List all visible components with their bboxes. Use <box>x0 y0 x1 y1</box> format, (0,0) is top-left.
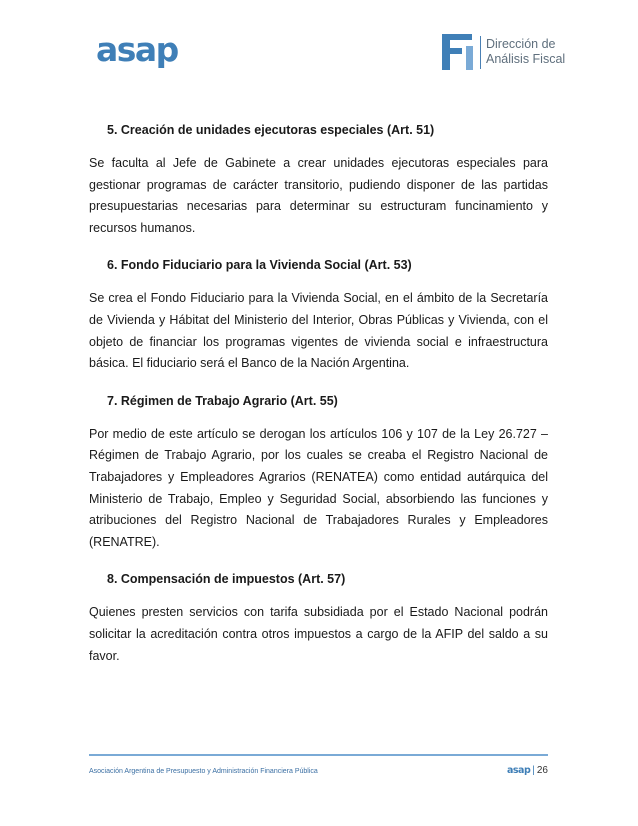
section-heading-8: 8. Compensación de impuestos (Art. 57) <box>107 572 346 587</box>
page-number: 26 <box>536 765 548 776</box>
footer-asap-logo: asap <box>506 765 531 776</box>
document-body <box>89 118 548 667</box>
footer-divider <box>89 754 548 756</box>
section-body-6: Se crea el Fondo Fiduciario para la Vivienda Social, en el ámbito de la Secretaría de Vivienda y Hábitat del Ministerio del Interior, Obras Públicas y Vivienda, con el objeto de financiar los programas vigentes de vivienda social e infraestructura básica. El fiduciario será el Banco de la Nación Argentina. <box>89 291 548 371</box>
logo-divider <box>480 36 481 69</box>
section-heading-6: 6. Fondo Fiduciario para la Vivienda Social (Art. 53) <box>107 258 412 273</box>
footer-organization: Asociación Argentina de Presupuesto y Administración Financiera Pública <box>89 768 318 775</box>
footer-page-number: asap | 26 <box>506 765 548 776</box>
section-heading-5: 5. Creación de unidades ejecutoras especiales (Art. 51) <box>107 123 435 137</box>
section-body-8: Quienes presten servicios con tarifa subsidiada por el Estado Nacional podrán solicitar la acreditación contra otros impuestos a cargo de la AFIP del saldo a su favor. <box>89 605 548 663</box>
analisis-fiscal-line: Análisis Fiscal <box>486 52 566 66</box>
asap-logo: asap <box>96 30 178 69</box>
fi-logo-icon <box>442 34 476 70</box>
section-body-5: Se faculta al Jefe de Gabinete a crear unidades ejecutoras especiales para gestionar programas de carácter transitorio, pudiendo disponer de las partidas presupuestarias necesarias para determinar su estructuram funcinamiento y recursos humanos. <box>89 156 548 235</box>
direccion-line: Dirección de <box>486 37 556 51</box>
direccion-analisis-fiscal-logo <box>442 34 566 72</box>
section-body-7: Por medio de este artículo se derogan los artículos 106 y 107 de la Ley 26.727 – Régimen de Trabajo Agrario, por los cuales se creaba el Registro Nacional de Trabajadores y Empleadores Agrarios (RENATEA) como entidad autárquica del Ministerio de Trabajo, Empleo y Seguridad Social, absorbiendo las funciones y atribuciones del Registro Nacional de Trabajadores Rurales y Empleadores (RENATRE). <box>89 426 548 549</box>
section-heading-7: 7. Régimen de Trabajo Agrario (Art. 55) <box>107 393 338 408</box>
